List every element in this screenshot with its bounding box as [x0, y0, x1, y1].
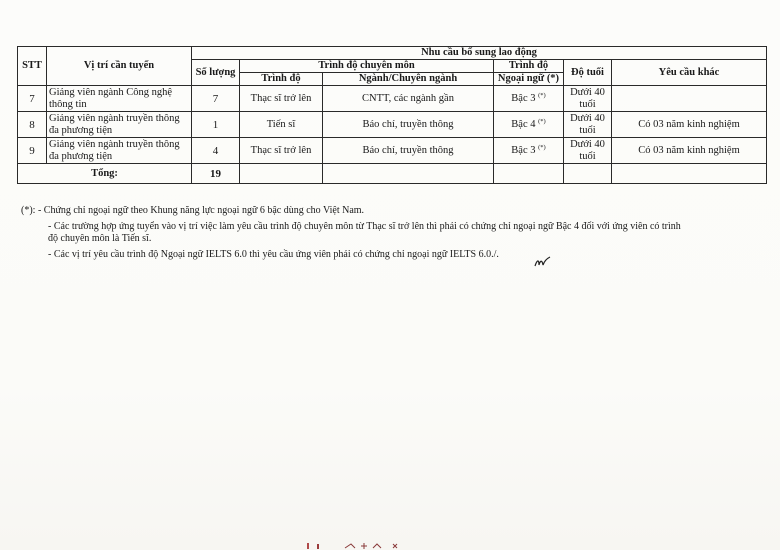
total-empty-cell: [323, 164, 494, 184]
row-position: Giảng viên ngành truyền thông đa phương tiện: [47, 138, 192, 164]
row-quantity: 7: [192, 86, 240, 112]
header-qualification-group: Trình độ chuyên môn: [240, 60, 494, 73]
row-age: Dưới 40 tuổi: [564, 112, 612, 138]
table-row: [18, 86, 767, 112]
row-other: Có 03 năm kinh nghiệm: [612, 138, 767, 164]
row-stt: 8: [18, 112, 47, 138]
total-empty-cell: [612, 164, 767, 184]
header-language-line1: Trình độ: [494, 60, 564, 73]
header-major: Ngành/Chuyên ngành: [323, 73, 494, 86]
header-demand-group: Nhu cầu bổ sung lao động: [192, 47, 767, 60]
row-age: Dưới 40 tuổi: [564, 138, 612, 164]
row-language: Bậc 3 (*): [494, 138, 564, 164]
row-position: Giảng viên ngành Công nghệ thông tin: [47, 86, 192, 112]
recruitment-table: [17, 46, 767, 184]
row-age: Dưới 40 tuổi: [564, 86, 612, 112]
footnote-3: - Các vị trí yêu cầu trình độ Ngoại ngữ IELTS 6.0 thì yêu cầu ứng viên phải có chứng chỉ ngoại ngữ IELTS 6.0./.: [48, 249, 499, 260]
total-label: Tổng:: [18, 164, 192, 184]
row-stt: 9: [18, 138, 47, 164]
row-other: Có 03 năm kinh nghiệm: [612, 112, 767, 138]
header-age: Độ tuổi: [564, 60, 612, 86]
total-empty-cell: [564, 164, 612, 184]
header-quantity: Số lượng: [192, 60, 240, 86]
row-quantity: 4: [192, 138, 240, 164]
page-edge-marks: [305, 540, 435, 550]
row-level: Thạc sĩ trở lên: [240, 86, 323, 112]
total-empty-cell: [494, 164, 564, 184]
table-row: [18, 138, 767, 164]
row-level: Tiến sĩ: [240, 112, 323, 138]
row-major: CNTT, các ngành gần: [323, 86, 494, 112]
row-major: Báo chí, truyền thông: [323, 112, 494, 138]
row-quantity: 1: [192, 112, 240, 138]
header-other: Yêu cầu khác: [612, 60, 767, 86]
total-quantity: 19: [192, 164, 240, 184]
row-other: [612, 86, 767, 112]
footnote-1: (*): - Chứng chỉ ngoại ngữ theo Khung năng lực ngoại ngữ 6 bậc dùng cho Việt Nam.: [21, 205, 365, 216]
initial-signature-mark: [534, 256, 552, 270]
row-level: Thạc sĩ trở lên: [240, 138, 323, 164]
total-row: [18, 164, 767, 184]
header-stt: STT: [18, 47, 47, 86]
footnote-2-line2: độ chuyên môn là Tiến sĩ.: [48, 233, 152, 244]
table-row: [18, 112, 767, 138]
total-empty-cell: [240, 164, 323, 184]
header-level: Trình độ: [240, 73, 323, 86]
row-major: Báo chí, truyền thông: [323, 138, 494, 164]
row-language: Bậc 4 (*): [494, 112, 564, 138]
header-language-line2: Ngoại ngữ (*): [494, 73, 564, 86]
header-position: Vị trí cần tuyển: [47, 47, 192, 86]
footnote-2-line1: - Các trường hợp ứng tuyển vào vị trí việc làm yêu cầu trình độ chuyên môn từ Thạc sĩ trở lên thì phải có chứng chỉ ngoại ngữ Bậc 4 đối với ứng viên có trình: [48, 221, 681, 232]
row-language: Bậc 3 (*): [494, 86, 564, 112]
footnotes: [21, 205, 766, 261]
row-position: Giảng viên ngành truyền thông đa phương tiện: [47, 112, 192, 138]
row-stt: 7: [18, 86, 47, 112]
